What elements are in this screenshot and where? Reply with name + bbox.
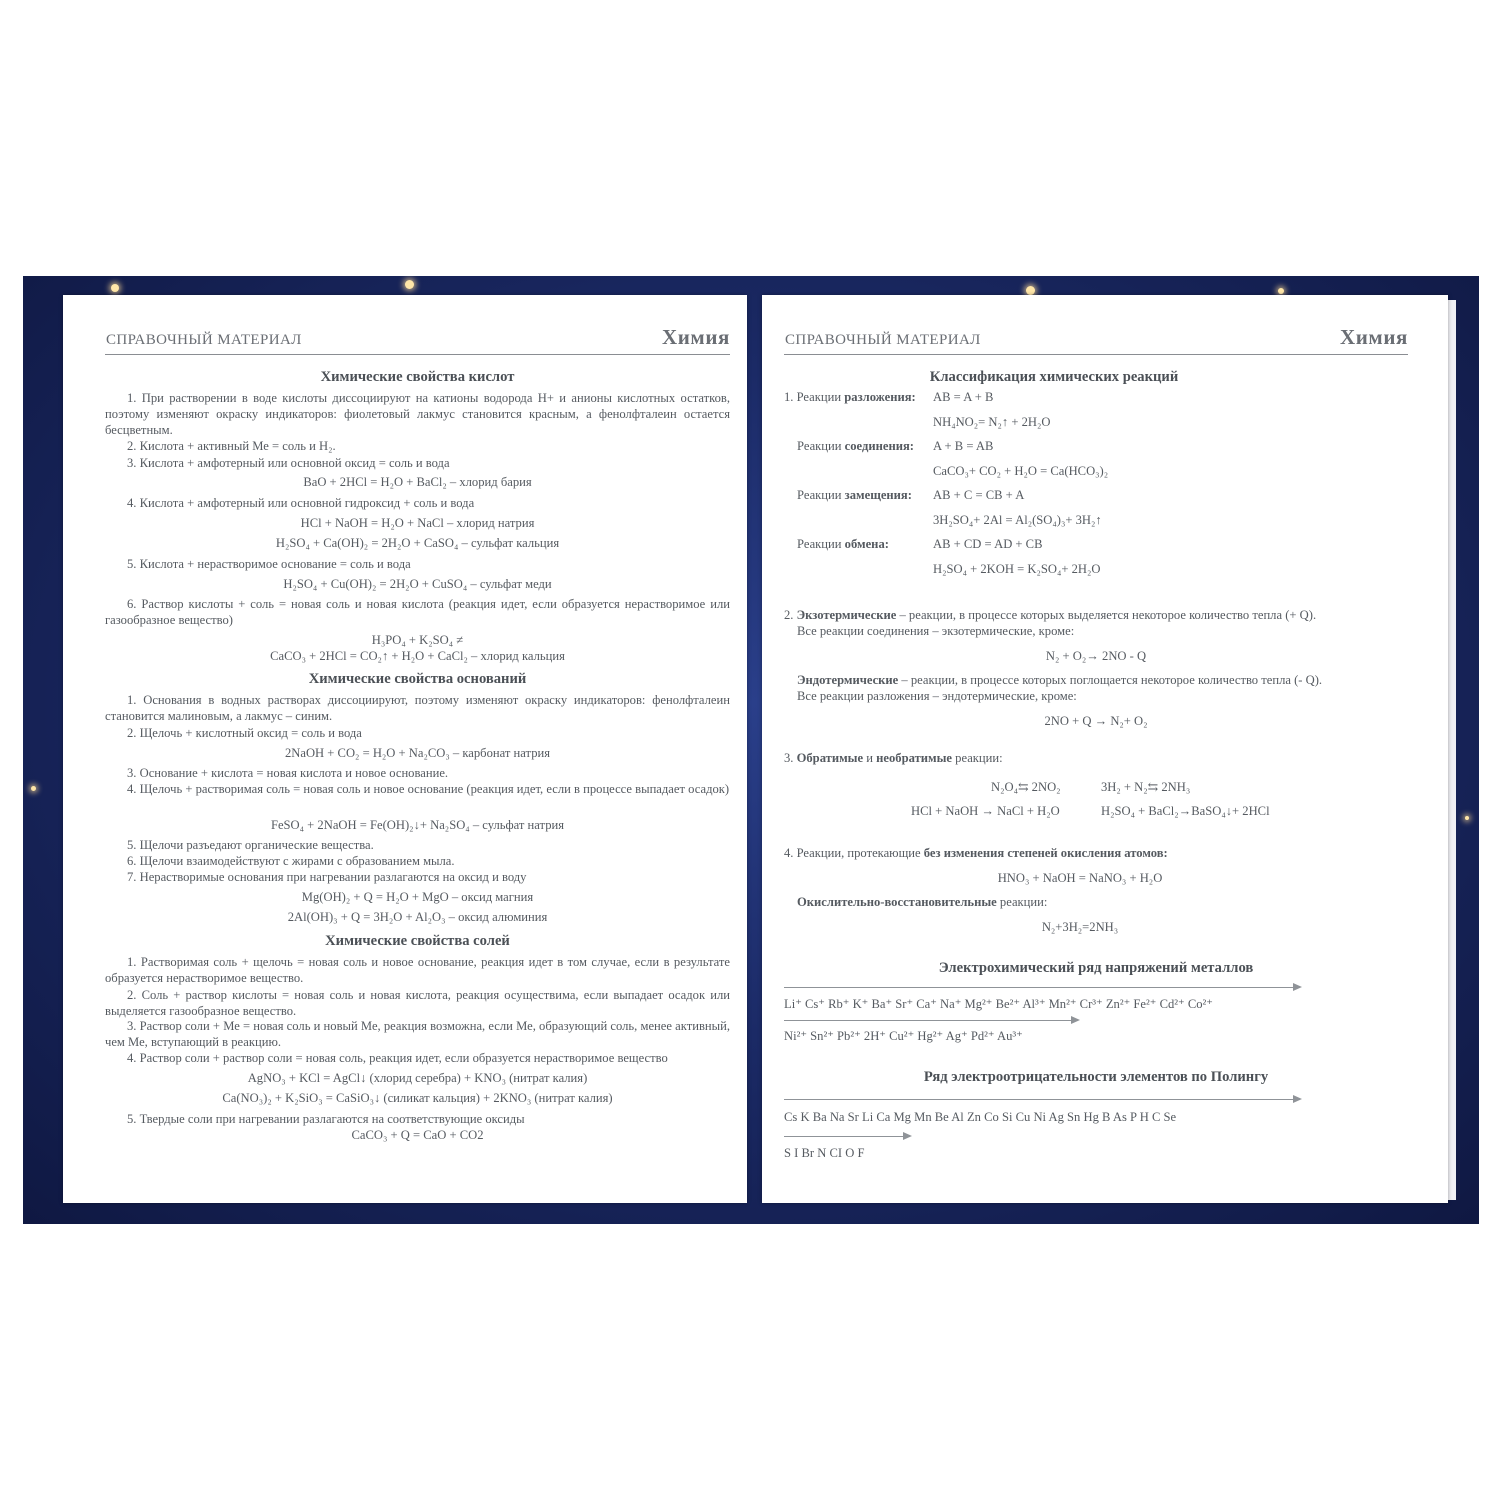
acids-heading: Химические свойства кислот [320,369,515,385]
base-equation: 2NaOH + CO₂ = H₂O + Na₂CO₃ – карбонат натрия [284,746,551,760]
pauling-series-heading: Ряд электроотрицательности элементов по Полингу [923,1069,1269,1085]
acid-equation: H₂SO₄ + Cu(OH)₂ = 2H₂O + CuSO₄ – сульфат меди [283,577,552,591]
base-equation: FeSO₄ + 2NaOH = Fe(OH)₂↓+ Na₂SO₄ – сульфат натрия [270,818,565,832]
left-page-header [105,326,730,355]
reaction-label: Реакции замещения: [797,488,912,502]
series-arrow [784,1020,1078,1021]
reaction-general: AB + C = CB + A [933,488,1025,502]
metals-series-row: Ni²⁺ Sn²⁺ Pb²⁺ 2H⁺ Cu²⁺ Hg²⁺ Ag⁺ Pd²⁺ Au³⁺ [784,1029,1023,1043]
exothermic-definition: 2. Экзотермические – реакции, в процессе которых выделяется некоторое количество тепла (+ Q). [784,608,1317,622]
salts-heading: Химические свойства солей [325,933,510,949]
acid-equation: CaCO₃ + 2HCl = CO₂↑ + H₂O + CaCl₂ – хлорид кальция [270,649,565,663]
exothermic-note: Все реакции соединения – экзотермические, кроме: [797,624,1075,638]
pauling-series-row: S I Br N CI O F [784,1146,865,1160]
reaction-example: 3H₂SO₄+ 2Al = Al₂(SO₄)₃+ 3H₂↑ [933,513,1102,527]
acid-rule: 4. Кислота + амфотерный или основной гидроксид + соль и вода [127,496,475,510]
classification-heading: Классификация химических реакций [929,369,1179,385]
bases-heading: Химические свойства оснований [308,671,527,687]
irreversible-formula: H₂SO₄ + BaCl₂→BaSO₄↓+ 2HCl [1101,804,1270,818]
reaction-general: AB + CD = AD + CB [933,537,1043,551]
acid-rule: 5. Кислота + нерастворимое основание = соль и вода [127,557,411,571]
base-rule: 6. Щелочи взаимодействуют с жирами с образованием мыла. [127,854,455,868]
acid-equation: H₂SO₄ + Ca(OH)₂ = 2H₂O + CaSO₄ – сульфат кальция [275,536,560,550]
acid-rule: 1. При растворении в воде кислоты диссоциируют на катионы водорода H+ и анионы кислотных остатков, поэтому изменяют окраску индикаторов: фиолетовый лакмус становится красным, а фенолфталеин остается бесцветным. [105,391,730,437]
redox-heading: Окислительно-восстановительные реакции: [797,895,1048,909]
reaction-example: NH₄NO₂= N₂↑ + 2H₂O [933,415,1051,429]
acid-rule: 2. Кислота + активный Ме = соль и H₂. [127,439,336,453]
reaction-label: Реакции обмена: [797,537,889,551]
subject-title: Химия [661,325,730,349]
reversible-formula: 3H₂ + N₂⇆ 2NH₃ [1101,780,1191,794]
endothermic-formula: 2NO + Q → N₂+ O₂ [1044,714,1148,728]
base-equation: 2Al(OH)₃ + Q = 3H₂O + Al₂O₃ – оксид алюминия [287,910,548,924]
salt-equation: CaCO₃ + Q = CaO + CO2 [351,1128,484,1142]
acid-equation: BaO + 2HCl = H₂O + BaCl₂ – хлорид бария [303,475,532,489]
reaction-general: A + B = AB [933,439,994,453]
reaction-example: CaCO₃+ CO₂ + H₂O = Ca(HCO₃)₂ [933,464,1109,478]
redox-formula: N₂+3H₂=2NH₃ [1041,920,1119,934]
reversible-formula: N₂O₄⇆ 2NO₂ [991,780,1061,794]
metals-series-row: Li⁺ Cs⁺ Rb⁺ K⁺ Ba⁺ Sr⁺ Ca⁺ Na⁺ Mg²⁺ Be²⁺ Al³⁺ Mn²⁺ Cr³⁺ Zn²⁺ Fe²⁺ Cd²⁺ Co²⁺ [784,997,1213,1011]
pauling-series-row: Cs K Ba Na Sr Li Ca Mg Mn Be Al Zn Co Si Cu Ni Ag Sn Hg B As P H C Se [784,1110,1177,1124]
reaction-label: Реакции соединения: [797,439,914,453]
base-rule: 7. Нерастворимые основания при нагревании разлагаются на оксид и воду [127,870,527,884]
exothermic-formula: N₂ + O₂→ 2NO - Q [1045,649,1147,663]
oxidation-heading: 4. Реакции, протекающие без изменения степеней окисления атомов: [784,846,1168,860]
salt-rule: 4. Раствор соли + раствор соли = новая соль, реакция идет, если образуется нерастворимое вещество [127,1051,668,1065]
series-arrow [784,1136,910,1137]
salt-rule: 2. Соль + раствор кислоты = новая соль и новая кислота, реакция осуществима, если выпадает осадок или выделяется газообразное вещество. [105,988,730,1018]
star-decoration [111,284,119,292]
acid-equation: HCl + NaOH = H₂O + NaCl – хлорид натрия [300,516,535,530]
reaction-example: H₂SO₄ + 2KOH = K₂SO₄+ 2H₂O [933,562,1101,576]
star-decoration [405,280,414,289]
right-page [762,295,1448,1203]
salt-rule: 3. Раствор соли + Ме = новая соль и новый Ме, реакция возможна, если Ме, образующий соль, менее активный, чем Ме, вступающий в реакцию. [105,1019,730,1049]
star-decoration [1026,286,1035,295]
endothermic-note: Все реакции разложения – эндотермические, кроме: [797,689,1077,703]
section-label: СПРАВОЧНЫЙ МАТЕРИАЛ [106,332,302,348]
base-rule: 3. Основание + кислота = новая кислота и новое основание. [127,766,449,780]
base-equation: Mg(OH)₂ + Q = H₂O + MgO – оксид магния [301,890,534,904]
oxidation-formula: HNO₃ + NaOH = NaNO₃ + H₂O [997,871,1163,885]
subject-title: Химия [1339,325,1408,349]
star-decoration [1465,816,1469,820]
reaction-label: 1. Реакции разложения: [784,390,916,404]
section-label: СПРАВОЧНЫЙ МАТЕРИАЛ [785,332,981,348]
base-rule: 1. Основания в водных растворах диссоциируют, поэтому изменяют окраску индикаторов: фенолфталеин становится малиновым, а лакмус – синим. [105,693,730,723]
base-rule: 4. Щелочь + растворимая соль = новая соль и новое основание (реакция идет, если в процессе выпадает осадок) [127,782,730,796]
right-page-header [784,326,1408,355]
acid-equation: H₃PO₄ + K₂SO₄ ≠ [371,633,464,647]
salt-equation: Ca(NO₃)₂ + K₂SiO₃ = CaSiO₃↓ (силикат кальция) + 2KNO₃ (нитрат калия) [222,1091,613,1105]
base-rule: 5. Щелочи разъедают органические вещества. [127,838,374,852]
reaction-general: AB = A + B [933,390,994,404]
irreversible-formula: HCl + NaOH → NaCl + H₂O [911,804,1060,818]
salt-rule: 5. Твердые соли при нагревании разлагаются на соответствующие оксиды [127,1112,525,1126]
reversible-heading: 3. Обратимые и необратимые реакции: [784,751,1003,765]
metals-series-heading: Электрохимический ряд напряжений металлов [938,960,1254,976]
base-rule: 2. Щелочь + кислотный оксид = соль и вода [127,726,362,740]
star-decoration [31,786,36,791]
series-arrow [784,1099,1300,1100]
endothermic-definition: Эндотермические – реакции, в процессе которых поглощается некоторое количество тепла (- Q). [797,673,1323,687]
salt-rule: 1. Растворимая соль + щелочь = новая соль и новое основание, реакция идет в том случае, если в результате образуется нерастворимое вещество. [105,955,730,985]
series-arrow [784,987,1300,988]
acid-rule: 6. Раствор кислоты + соль = новая соль и новая кислота (реакция идет, если образуется нерастворимое или газообразное вещество) [105,597,730,627]
salt-equation: AgNO₃ + KCl = AgCl↓ (хлорид серебра) + KNO₃ (нитрат калия) [247,1071,588,1085]
star-decoration [1278,288,1284,294]
acid-rule: 3. Кислота + амфотерный или основной оксид = соль и вода [127,456,450,470]
